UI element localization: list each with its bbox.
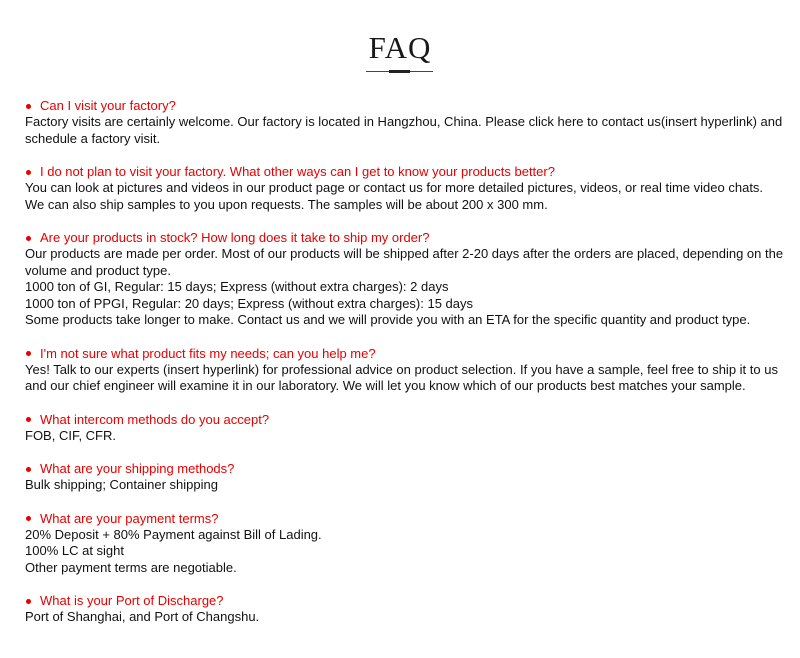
faq-answer-line: 1000 ton of GI, Regular: 15 days; Express (without extra charges): 2 days <box>25 279 449 294</box>
faq-item <box>25 98 785 147</box>
faq-answer-line: FOB, CIF, CFR. <box>25 427 116 443</box>
faq-question <box>25 164 785 180</box>
faq-answer-line: Port of Shanghai, and Port of Changshu. <box>25 609 260 624</box>
faq-answer <box>25 609 785 626</box>
faq-item <box>25 346 785 395</box>
faq-item <box>25 412 785 445</box>
faq-answer-line: Other payment terms are negotiable. <box>25 559 237 575</box>
page-title: FAQ <box>368 30 432 65</box>
faq-answer-line: Yes! Talk to our experts (insert hyperlink) for professional advice on product selection. If you have a sample, feel free to ship it to us and our chief engineer will examine it in our laboratory. We will let you know which of our products best matches your sample. <box>25 361 778 393</box>
faq-answer <box>25 477 785 494</box>
faq-answer-line: 20% Deposit + 80% Payment against Bill of Lading. <box>25 526 322 542</box>
faq-question-text: Can I visit your factory? <box>40 98 176 113</box>
faq-question <box>25 461 785 477</box>
bullet-icon <box>26 417 31 422</box>
faq-item <box>25 593 785 626</box>
bullet-icon <box>26 351 31 356</box>
faq-question <box>25 346 785 362</box>
faq-question-text: Are your products in stock? How long does it take to ship my order? <box>40 230 430 245</box>
faq-list <box>25 98 785 643</box>
faq-answer-line: Our products are made per order. Most of our products will be shipped after 2-20 days after the orders are placed, depending on the volume and product type. <box>25 246 784 278</box>
bullet-icon <box>26 516 31 521</box>
faq-answer <box>25 527 785 577</box>
faq-answer <box>25 114 785 147</box>
faq-header <box>0 30 800 66</box>
bullet-icon <box>26 599 31 604</box>
faq-question <box>25 412 785 428</box>
faq-question-text: What is your Port of Discharge? <box>40 593 224 608</box>
faq-question-text: What intercom methods do you accept? <box>40 411 270 427</box>
bullet-icon <box>26 104 31 109</box>
faq-question <box>25 593 785 609</box>
faq-question <box>25 511 785 527</box>
faq-question-text: I do not plan to visit your factory. What other ways can I get to know your products better? <box>40 164 555 179</box>
faq-answer-line: Bulk shipping; Container shipping <box>25 477 218 492</box>
faq-question-text: What are your shipping methods? <box>40 461 235 476</box>
bullet-icon <box>26 170 31 175</box>
faq-item <box>25 164 785 213</box>
faq-answer-line: 100% LC at sight <box>25 543 125 558</box>
faq-answer <box>25 362 785 395</box>
faq-item <box>25 461 785 494</box>
title-underline-accent <box>389 70 410 73</box>
faq-answer-line: Some products take longer to make. Contact us and we will provide you with an ETA for the specific quantity and product type. <box>25 312 751 327</box>
faq-question <box>25 230 785 246</box>
faq-answer <box>25 180 785 213</box>
bullet-icon <box>26 467 31 472</box>
faq-item <box>25 230 785 329</box>
faq-question-text: I'm not sure what product fits my needs; can you help me? <box>40 345 376 361</box>
faq-item <box>25 511 785 577</box>
faq-answer <box>25 246 785 329</box>
faq-answer-line: You can look at pictures and videos in our product page or contact us for more detailed pictures, videos, or real time video chats. We can also ship samples to you upon requests. The samples will be about 200 x 300 mm. <box>25 180 764 212</box>
faq-question <box>25 98 785 114</box>
faq-question-text: What are your payment terms? <box>40 510 219 526</box>
faq-answer-line: Factory visits are certainly welcome. Our factory is located in Hangzhou, China. Please click here to contact us(insert hyperlink) and schedule a factory visit. <box>25 114 783 146</box>
faq-answer-line: 1000 ton of PPGI, Regular: 20 days; Express (without extra charges): 15 days <box>25 295 474 311</box>
bullet-icon <box>26 236 31 241</box>
faq-answer <box>25 428 785 445</box>
